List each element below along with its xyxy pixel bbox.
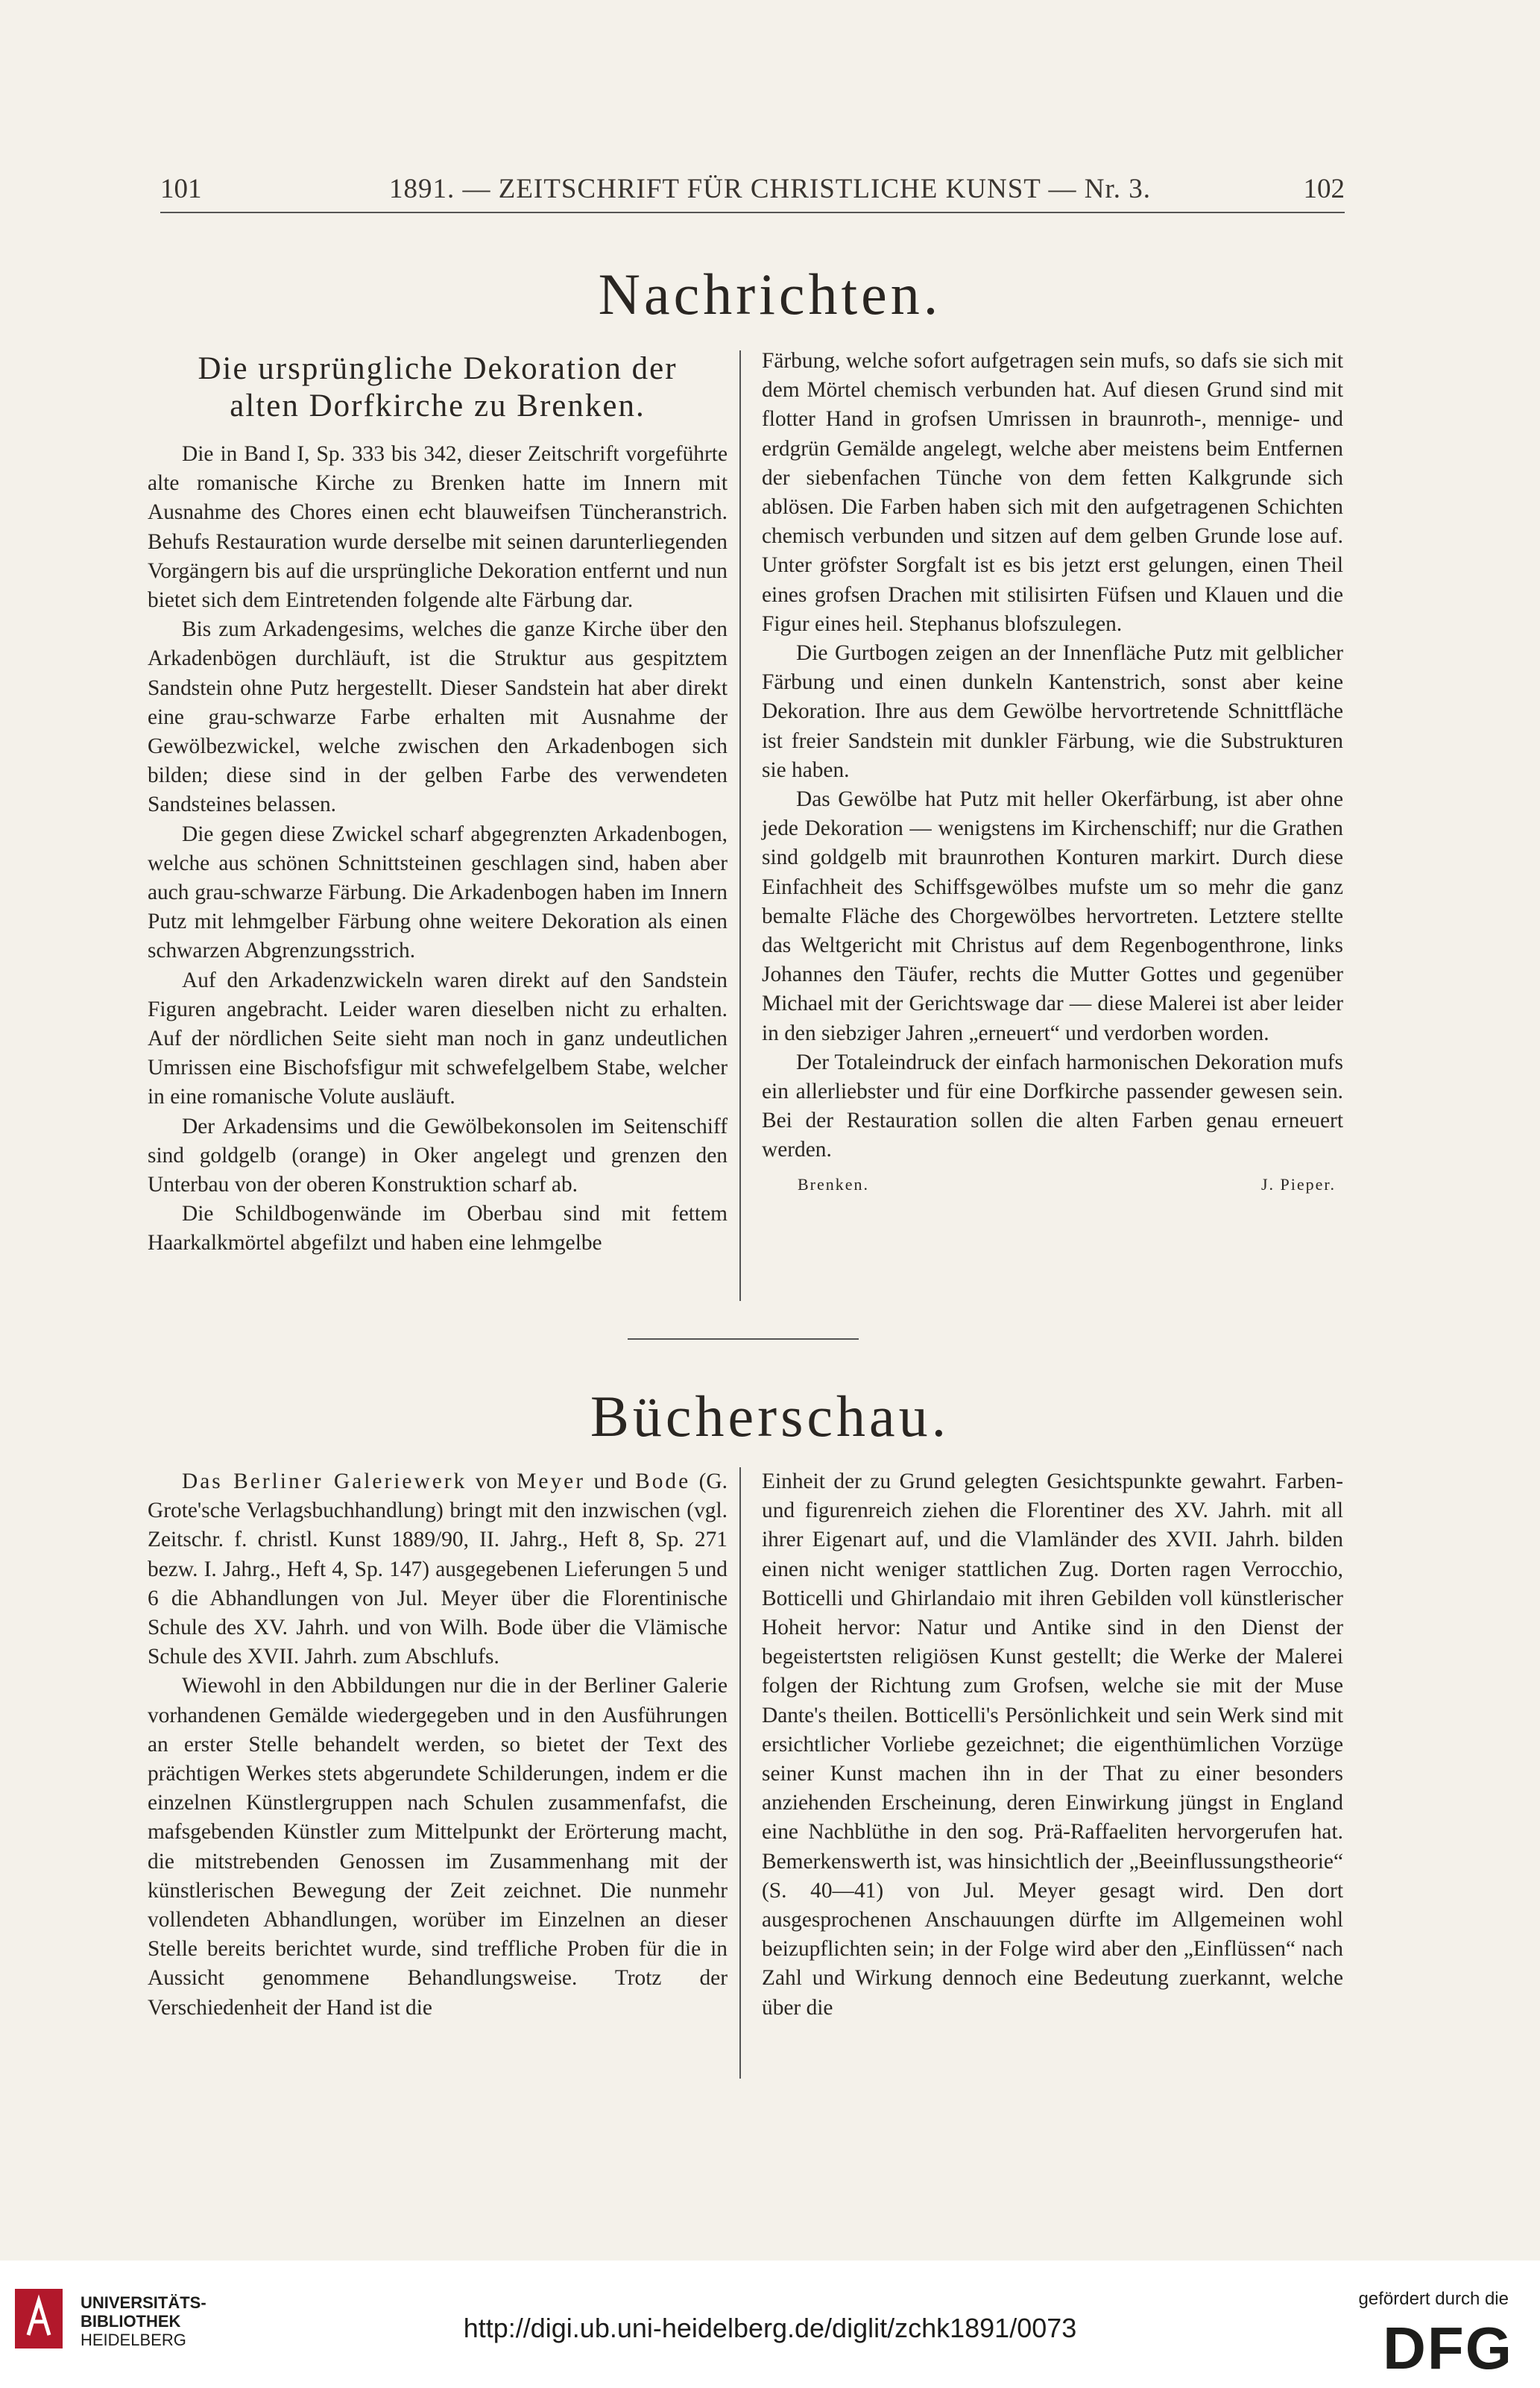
paragraph: Der Arkadensims und die Gewölbekonsolen im Seitenschiff sind goldgelb (orange) in Oker angelegt und grenzen den Unterbau von der oberen Konstruktion scharf ab. xyxy=(148,1114,728,1197)
paragraph: Einheit der zu Grund gelegten Gesichtspunkte gewahrt. Farben- und figurenreich ziehen die Florentiner des XV. Jahrh. mit all ihrer Eigenart auf, und die Vlamländer des XVII. Jahrh. bilden einen nicht weniger stattlichen Zug. Dorten ragen Verrocchio, Botticelli und Ghirlandaio mit ihren Gebilden voll künstlerischer Hoheit hervor: Natur und Antike sind in den Dienst der begeistertsten religiösen Kunst gestellt; die Werke der Malerei folgen der Richtung zum Grofsen, welche sie mit der Muse Dante's theilen. Botticelli's Persönlichkeit und sein Werk sind mit ersichtlicher Vorliebe gezeichnet; die eigenthümlichen Vorzüge seiner Kunst machen ihn in der That zu einer besonders anziehenden Erscheinung, deren Einwirkung jüngst in England eine Nachblüthe in den sog. Prä-Raffaeliten hervorgerufen hat. Bemerkenswerth ist, was hinsichtlich der „Beeinflussungstheorie“ (S. 40—41) von Jul. Meyer gesagt wird. Den dort ausgesprochenen Anschauungen dürfte im Allgemeinen wohl beizupflichten sein; in der Folge wird aber den „Einflüssen“ nach Zahl und Wirkung dennoch eine Bedeutung zuerkannt, welche über die xyxy=(762,1469,1343,2020)
section-divider xyxy=(628,1338,859,1340)
sign-author: J. Pieper. xyxy=(1260,1174,1336,1194)
nachrichten-left-column xyxy=(148,350,728,1258)
inline-text: (G. Grote'sche Verlagsbuchhandlung) bringt mit den inzwischen (vgl. Zeitschr. f. christl. Kunst 1889/90, II. Jahrg., Heft 8, Sp. 271 bezw. I. Jahrg., Heft 4, Sp. 147) ausgegebenen Lieferungen 5 und 6 die Abhandlungen von Jul. Meyer über die Florentinische Schule des XV. Jahrh. und von Wilh. Bode über die Vlämische Schule des XVII. Jahrh. zum Abschlufs. xyxy=(148,1469,728,1669)
paragraph: Der Totaleindruck der einfach harmonischen Dekoration mufs ein allerliebster und für eine Dorfkirche passender gewesen sein. Bei der Restauration sollen die alten Farben genau erneuert werden. xyxy=(762,1050,1343,1162)
signature-line xyxy=(762,1165,1343,1199)
header-rule xyxy=(160,212,1345,213)
column-number-left: 101 xyxy=(160,174,202,204)
library-line2: BIBLIOTHEK xyxy=(81,2312,181,2331)
library-line1: UNIVERSITÄTS- xyxy=(81,2293,206,2312)
dfg-logo: DFG xyxy=(1383,2315,1513,2381)
column-divider xyxy=(739,350,741,1301)
sign-place: Brenken. xyxy=(798,1174,870,1194)
section-title-buecherschau: Bücherschau. xyxy=(590,1384,950,1449)
nachrichten-right-column xyxy=(762,347,1343,1199)
paragraph: Auf den Arkadenzwickeln waren direkt auf den Sandstein Figuren angebracht. Leider waren dieselben nicht zu erhalten. Auf der nördlichen Seite sieht man noch in ganz undeutlichen Umrissen eine Bischofsfigur mit schwefelgelbem Stabe, welcher in eine romanische Volute ausläuft. xyxy=(148,968,728,1109)
footer-bar xyxy=(0,2261,1540,2388)
column-number-right: 102 xyxy=(1303,174,1345,204)
buecherschau-right-column xyxy=(762,1467,1343,2023)
paragraph: Die in Band I, Sp. 333 bis 342, dieser Zeitschrift vorgeführte alte romanische Kirche zu Brenken hatte im Innern mit Ausnahme des Chores einen echt blauweifsen Tüncheranstrich. Behufs Restauration wurde derselbe mit seinen darunterliegenden Vorgängern bis auf die ursprüngliche Dekoration entfernt und nun bietet sich dem Eintretenden folgende alte Färbung dar. xyxy=(148,442,728,613)
column-divider xyxy=(739,1467,741,2079)
spaced-text: Meyer xyxy=(517,1469,586,1493)
paragraph: Das Gewölbe hat Putz mit heller Okerfärbung, ist aber ohne jede Dekoration — wenigstens im Kirchenschiff; nur die Grathen sind goldgelb mit braunrothen Konturen markirt. Durch diese Einfachheit des Schiffsgewölbes mufste um so mehr die ganz bemalte Fläche des Chorgewölbes hervortreten. Letztere stellte das Weltgericht mit Christus auf dem Regenbogenthrone, links Johannes den Täufer, rechts die Mutter Gottes und gegenüber Michael mit der Gerichtswage dar — diese Malerei ist aber leider in den siebziger Jahren „erneuert“ und verdorben worden. xyxy=(762,787,1343,1045)
paragraph: Die Schildbogenwände im Oberbau sind mit fettem Haarkalkmörtel abgefilzt und haben eine lehmgelbe xyxy=(148,1202,728,1256)
buecherschau-left-column xyxy=(148,1467,728,2023)
article-title-line2: alten Dorfkirche zu Brenken. xyxy=(230,388,646,423)
paragraph: Die Gurtbogen zeigen an der Innenfläche Putz mit gelblicher Färbung und einen dunkeln Kantenstrich, sonst aber keine Dekoration. Ihre aus dem Gewölbe hervortretende Schnittfläche ist freier Sandstein mit dunkler Färbung, wie die Substrukturen sie haben. xyxy=(762,641,1343,782)
paragraph xyxy=(148,1467,728,1672)
funding-caption: gefördert durch die xyxy=(1358,2289,1509,2309)
running-title: 1891. — ZEITSCHRIFT FÜR CHRISTLICHE KUNST — Nr. 3. xyxy=(388,174,1151,204)
paragraph: Die gegen diese Zwickel scharf abgegrenzten Arkadenbogen, welche aus schönen Schnittsteinen geschlagen sind, haben aber auch grau-schwarze Färbung. Die Arkadenbogen haben im Innern Putz mit lehmgelber Färbung ohne weitere Dekoration als einen schwarzen Abgrenzungsstrich. xyxy=(148,822,728,963)
inline-text: von xyxy=(467,1469,517,1493)
inline-text: und xyxy=(585,1469,636,1493)
paragraph: Wiewohl in den Abbildungen nur die in der Berliner Galerie vorhandenen Gemälde wiedergegeben und in den Ausführungen an erster Stelle behandelt werden, so bietet der Text des prächtigen Werkes stets abgerundete Schilderungen, indem er die einzelnen Künstlergruppen nach Schulen zusammenfafst, die mafsgebenden Künstler zum Mittelpunkt der Erörterung macht, die mitstrebenden Genossen im Zusammenhang mit der künstlerischen Bewegung der Zeit zeichnet. Die nunmehr vollendeten Abhandlungen, worüber im Einzelnen an dieser Stelle bereits berichtet wurde, sind treffliche Proben für die in Aussicht genommene Behandlungsweise. Trotz der Verschiedenheit der Hand ist die xyxy=(148,1674,728,2020)
permalink-url[interactable]: http://digi.ub.uni-heidelberg.de/diglit/zchk1891/0073 xyxy=(463,2313,1077,2343)
article-title-line1: Die ursprüngliche Dekoration der xyxy=(198,351,678,386)
paragraph: Färbung, welche sofort aufgetragen sein mufs, so dafs sie sich mit dem Mörtel chemisch verbunden hat. Auf diesen Grund sind mit flotter Hand in grofsen Umrissen in braunroth-, mennige- und erdgrün Gemälde angelegt, welche aber meistens beim Entfernen der siebenfachen Tünche von dem fetten Kalkgrunde sich ablösen. Die Farben haben sich mit den aufgetragenen Schichten chemisch verbunden und sitzen auf dem gelben Grunde lose auf. Unter gröfster Sorgfalt ist es bis jetzt erst gelungen, einen Theil eines grofsen Drachen mit stilisirten Füfsen und Klauen und die Figur eines heil. Stephanus blofszulegen. xyxy=(762,349,1343,636)
paragraph: Bis zum Arkadengesims, welches die ganze Kirche über den Arkadenbögen durchläuft, ist die Struktur aus gespitztem Sandstein ohne Putz hergestellt. Dieser Sandstein hat aber direkt eine grau-schwarze Farbe erhalten mit Ausnahme der Gewölbezwickel, welche zwischen den Arkadenbogen sich bilden; diese sind in der gelben Farbe des verwendeten Sandsteines belassen. xyxy=(148,617,728,817)
spaced-text: Bode xyxy=(635,1469,691,1493)
library-line3: HEIDELBERG xyxy=(81,2331,186,2349)
article-title xyxy=(148,350,728,425)
section-title-nachrichten: Nachrichten. xyxy=(598,262,942,327)
spaced-text: Das Berliner Galeriewerk xyxy=(182,1469,467,1493)
